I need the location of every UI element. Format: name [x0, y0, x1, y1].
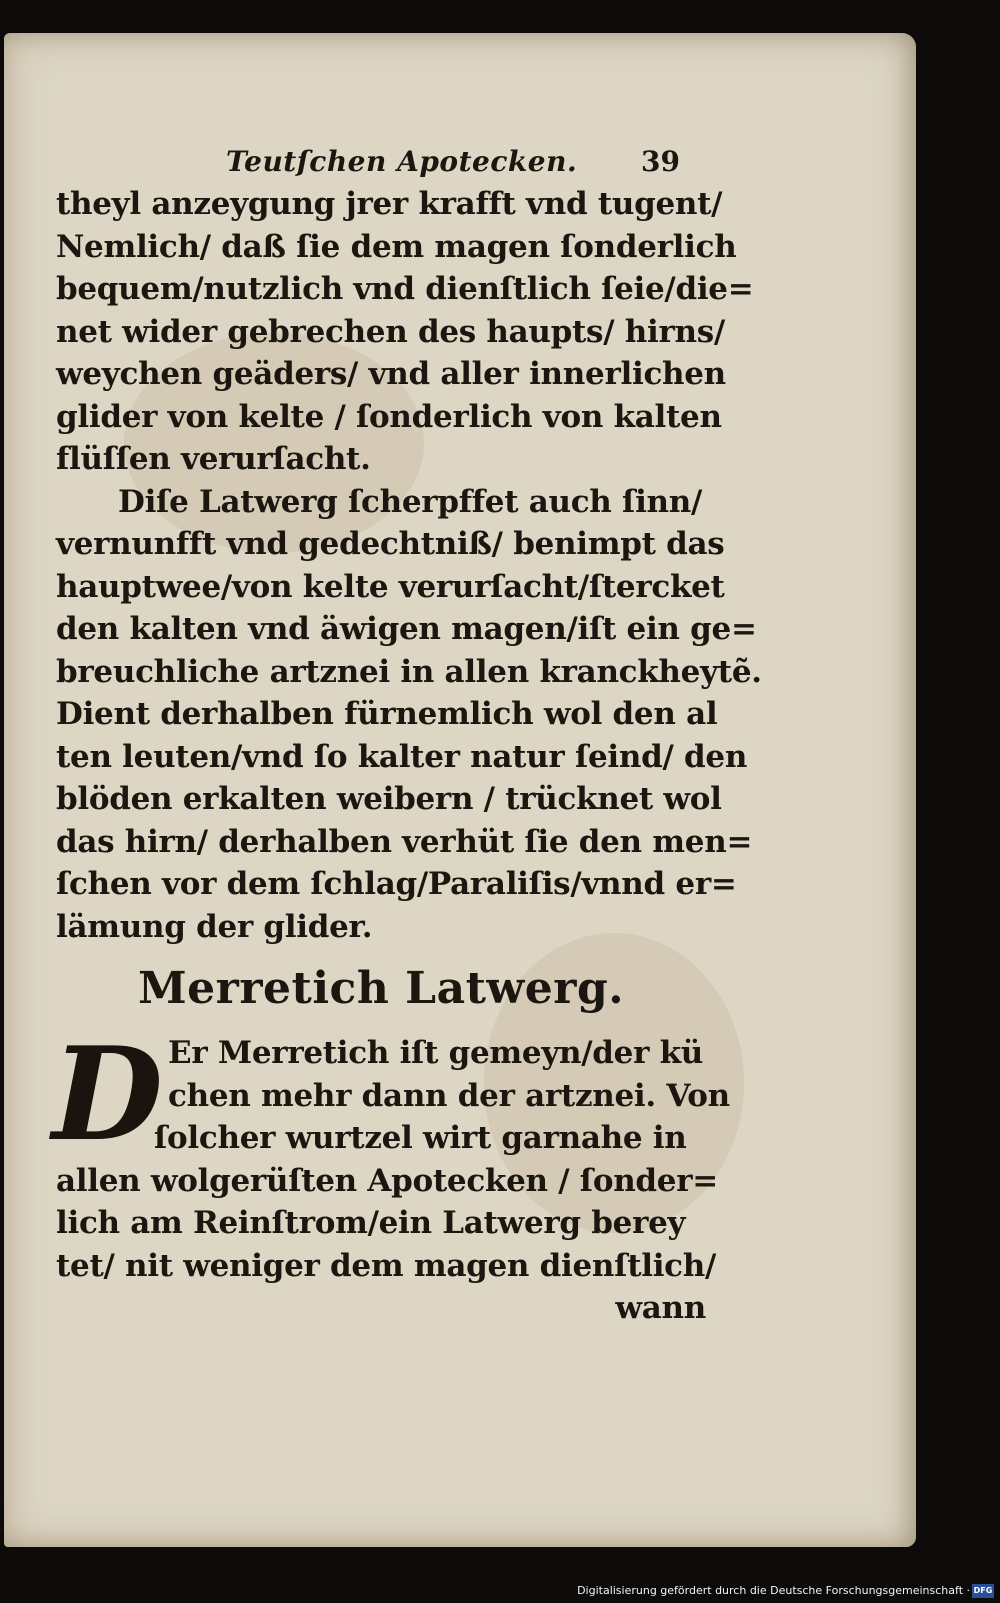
text-line: das hirn/ derhalben verhüt ſie den men=: [56, 823, 753, 860]
text-line: ſchen vor dem ſchlag/Paraliſis/vnnd er=: [56, 866, 737, 902]
page-text: [52, 125, 762, 1330]
text-line: vernunfft vnd gedechtniß/ benimpt das: [56, 526, 725, 562]
paragraph-2: [56, 481, 762, 949]
text-line: blöden erkalten weibern / trücknet wol: [56, 781, 722, 817]
text-line: Dient derhalben fürnemlich wol den al: [56, 696, 718, 732]
text-line: weychen geäders/ vnd aller innerlichen: [56, 356, 726, 392]
book-page: [4, 33, 916, 1547]
text-line: bequem/nutzlich vnd dienſtlich ſeie/die=: [56, 271, 754, 307]
text-line: theyl anzeygung jrer krafft vnd tugent/: [56, 186, 723, 222]
footer-bar: [0, 1577, 1000, 1603]
catchword: wann: [615, 1290, 706, 1326]
dfg-logo: DFG: [972, 1584, 994, 1598]
text-line: ten leuten/vnd ſo kalter natur ſeind/ den: [56, 738, 748, 775]
page-header: [56, 125, 706, 183]
paragraph-3: [52, 1020, 730, 1330]
text-line: net wider gebrechen des haupts/ hirns/: [56, 313, 725, 350]
text-line: den kalten vnd äwigen magen/iſt ein ge=: [56, 611, 757, 647]
text-line: Er Merretich iſt gemeyn/der kü: [168, 1035, 704, 1071]
footer-credit: Digitalisierung gefördert durch die Deutsche Forschungsgemeinschaft ·: [577, 1584, 970, 1597]
text-line: ſolcher wurtzel wirt garnahe in: [154, 1120, 687, 1156]
text-line: flüſſen verurſacht.: [56, 441, 371, 477]
text-line: Diſe Latwerg ſcherpffet auch ſinn/: [118, 483, 703, 520]
text-line: breuchliche artznei in allen kranckheytẽ.: [56, 653, 762, 690]
text-line: chen mehr dann der artznei. Von: [168, 1077, 730, 1114]
paragraph-1: [56, 183, 754, 481]
decorated-initial: D: [52, 1020, 163, 1170]
page-number: 39: [641, 145, 680, 178]
text-line: hauptwee/von kelte verurſacht/ſtercket: [56, 568, 725, 605]
text-line: tet/ nit weniger dem magen dienſtlich/: [56, 1247, 717, 1284]
text-line: allen wolgerüſten Apotecken / ſonder=: [56, 1162, 718, 1199]
text-line: lich am Reinſtrom/ein Latwerg berey: [56, 1205, 686, 1241]
running-title: Teutſchen Apotecken.: [226, 145, 578, 178]
text-line: Nemlich/ daß ſie dem magen ſonderlich: [56, 228, 737, 265]
text-line: lämung der glider.: [56, 908, 373, 945]
text-line: glider von kelte / ſonderlich von kalten: [56, 398, 722, 435]
section-heading: Merretich Latwerg.: [137, 963, 625, 1014]
